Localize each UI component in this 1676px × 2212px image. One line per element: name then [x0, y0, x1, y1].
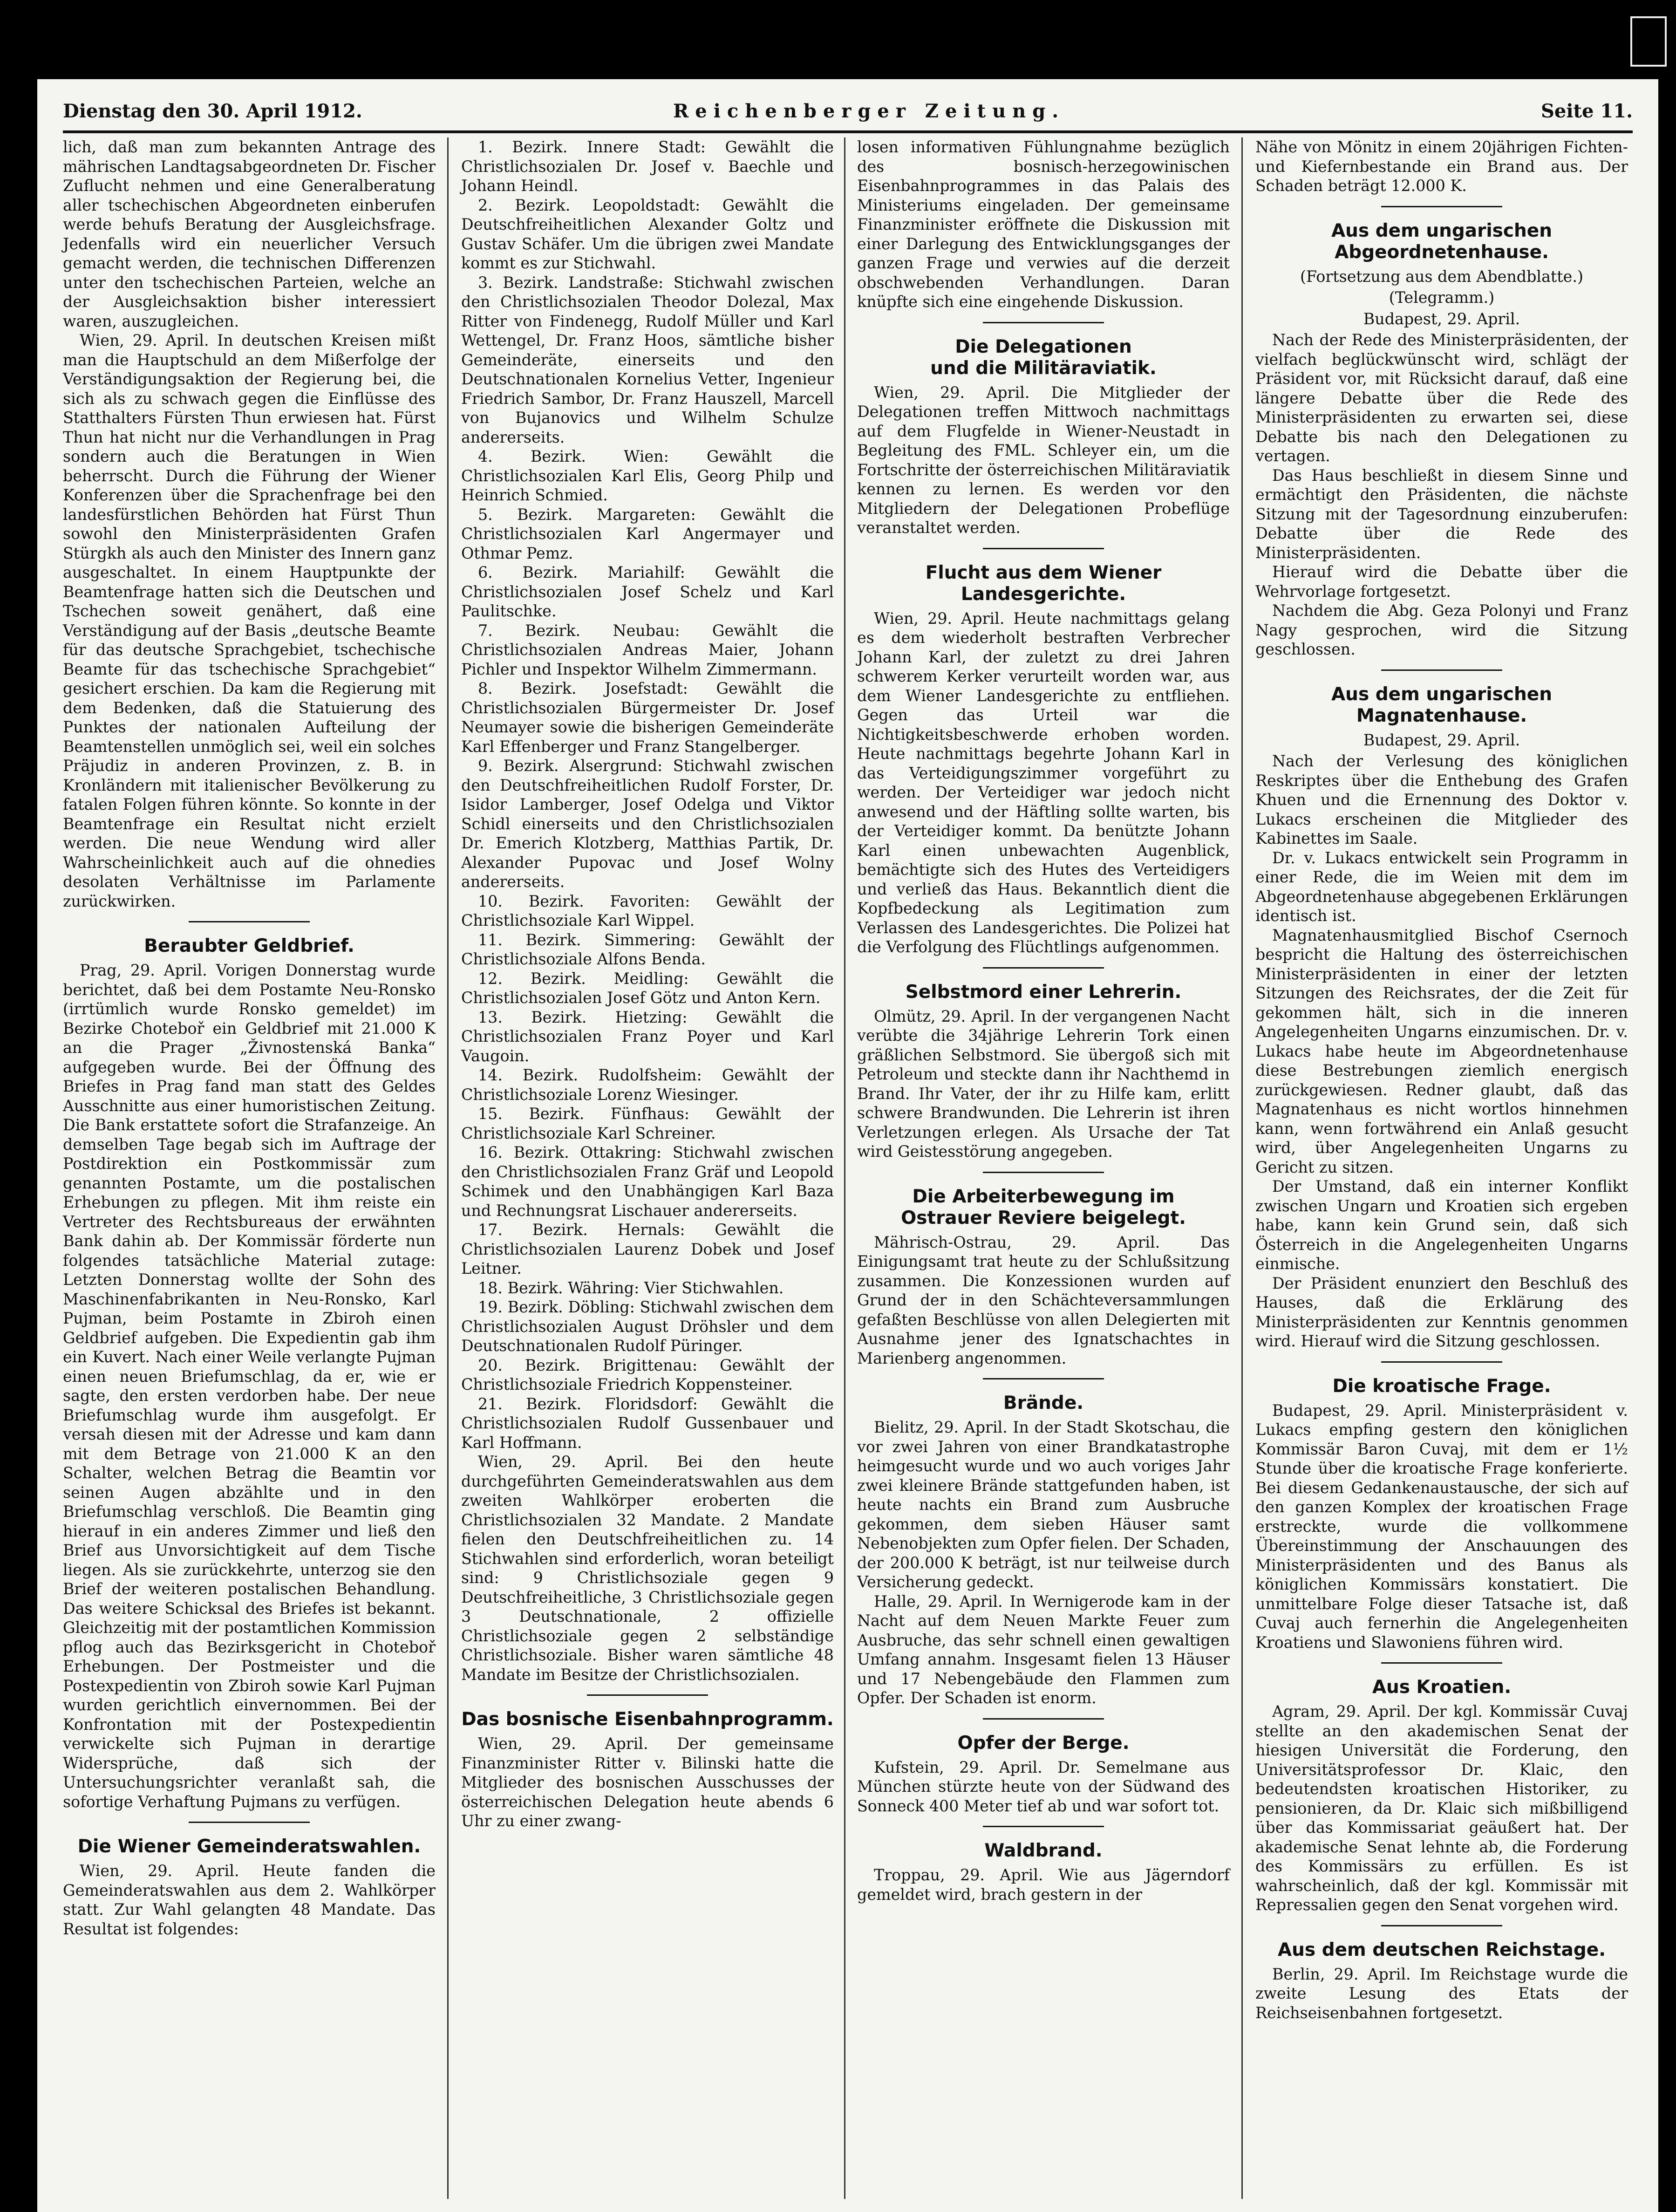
article-text: Wien, 29. April. Die Mitglieder der Delegationen treffen Mittwoch nachmittags auf dem Flugfelde in Wiener-Neustadt in Begleitung des FML. Schleyer ein, um die Fortschritte der österreichischen Militäraviatik kennen zu lernen. Es werden vor den Mitgliedern der Delegationen Probeflüge veranstaltet werden.: [857, 383, 1230, 537]
article-heading: Aus dem ungarischen Abgeordnetenhause.: [1331, 220, 1552, 263]
article-text: Wien, 29. April. Heute fanden die Gemeinderatswahlen aus dem 2. Wahlkörper statt. Zur Wahl gelangten 48 Mandate. Das Resultat ist folgendes:: [63, 1862, 436, 1938]
article-text: Troppau, 29. April. Wie aus Jägerndorf gemeldet wird, brach gestern in der: [857, 1866, 1230, 1904]
district-result: 3. Bezirk. Landstraße: Stichwahl zwischen den Christlichsozialen Theodor Dolezal, Max Ritter von Findenegg, Rudolf Müller und Karl Wettengel, Dr. Franz Hoos, sämtliche bisher Gemeinderäte, einerseits und den Deutschnationalen Kornelius Vetter, Ingenieur Friedrich Sambor, Dr. Franz Hauszell, Marcell von Bujanovics und Wilhelm Schulze andererseits.: [461, 273, 834, 446]
district-result: 1. Bezirk. Innere Stadt: Gewählt die Christlichsozialen Dr. Josef v. Baechle und Johann Heindl.: [461, 138, 834, 195]
district-result: 6. Bezirk. Mariahilf: Gewählt die Christlichsozialen Josef Schelz und Karl Paulitschke.: [461, 563, 834, 620]
district-result: 5. Bezirk. Margareten: Gewählt die Christlichsozialen Karl Angermayer und Othmar Pemz.: [461, 505, 834, 562]
district-result: 12. Bezirk. Meidling: Gewählt die Christlichsozialen Josef Götz und Anton Kern.: [461, 969, 834, 1007]
article-heading: Aus Kroatien.: [1372, 1677, 1512, 1698]
district-result: 18. Bezirk. Währing: Vier Stichwahlen.: [478, 1278, 784, 1297]
header-paper-name: Reichenberger Zeitung.: [673, 100, 1065, 122]
article-text: Kufstein, 29. April. Dr. Semelmane aus München stürzte heute von der Südwand des Sonneck 400 Meter tief ab und war sofort tot.: [857, 1758, 1230, 1815]
article-dateline: Budapest, 29. April.: [1363, 731, 1520, 749]
district-result: 13. Bezirk. Hietzing: Gewählt die Christlichsozialen Franz Poyer und Karl Vaugoin.: [461, 1008, 834, 1065]
article-separator: [983, 322, 1104, 323]
article-separator: [1381, 1925, 1502, 1926]
article-separator: [983, 1826, 1104, 1827]
article-text: Nähe von Mönitz in einem 20jährigen Fichten- und Kiefernbestande ein Brand aus. Der Schaden beträgt 12.000 K.: [1255, 138, 1628, 195]
article-text: Halle, 29. April. In Wernigerode kam in der Nacht auf dem Neuen Markte Feuer zum Ausbruche, das sehr schnell einen gewaltigen Umfang annahm. Insgesamt fielen 13 Häuser und 17 Nebengebäude den Flammen zum Opfer. Der Schaden ist enorm.: [857, 1592, 1230, 1707]
column-4: [1255, 137, 1628, 2022]
article-heading: Das bosnische Eisenbahnprogramm.: [461, 1709, 834, 1730]
article-text: Wien, 29. April. In deutschen Kreisen mißt man die Hauptschuld an dem Mißerfolge der Verständigungsaktion der Regierung bei, die sich als zu schwach gegen die Einflüsse des Statthalters Fürsten Thun erwiesen hat. Fürst Thun hat nicht nur die Verhandlungen in Prag sondern auch die Beratungen in Wien beherrscht. Durch die Führung der Wiener Konferenzen über die Sprachenfrage bei den landesfürstlichen Behörden hat Fürst Thun sowohl den Ministerpräsidenten Grafen Stürgkh als auch den Minister des Innern ganz ausgeschaltet. In einem Hauptpunkte der Beamtenfrage hatten sich die Deutschen und Tschechen soweit genähert, daß eine Verständigung auf der Basis „deutsche Beamte für das deutsche Sprachgebiet, tschechische Beamte für das tschechische Sprachgebiet“ gesichert erschien. Da kam die Regierung mit dem Bedenken, daß die Statuierung des Punktes der nationalen Aufteilung der Beamtenstellen unmöglich sei, weil ein solches Präjudiz in anderen Provinzen, z. B. in Kronländern mit italienischer Bevölkerung zu fatalen Folgen führen könnte. So konnte in der Beamtenfrage ein Resultat nicht erzielt werden. Die neue Wendung wird aller Wahrscheinlichkeit auch auf die ohnedies desolaten Verhältnisse im Parlamente zurückwirken.: [63, 331, 436, 910]
article-heading: Waldbrand.: [984, 1840, 1103, 1861]
article-heading: Die Arbeiterbewegung im: [912, 1186, 1175, 1207]
article-text: Nach der Rede des Ministerpräsidenten, der vielfach beglückwünscht wird, schlägt der Präsident vor, mit Rücksicht darauf, daß eine längere Debatte über die Rede des Ministerpräsidenten zu erwarten sei, diese Debatte bis nach den Delegationen zu vertagen.: [1255, 331, 1628, 465]
article-text: Magnatenhausmitglied Bischof Csernoch bespricht die Haltung des österreichischen Ministerpräsidenten in einer der letzten Sitzungen des Reichsrates, der die Zeit für gekommen hält, sich in die inneren Angelegenheiten Ungarns einzumischen. Dr. v. Lukacs habe heute im Abgeordnetenhause diese Bestrebungen ziemlich energisch zurückgewiesen. Redner glaubt, daß das Magnatenhaus es nicht wortlos hinnehmen kann, wenn fortwährend ein Anlaß gesucht wird, über Angelegenheiten Ungarns zu Gericht zu sitzen.: [1255, 926, 1628, 1176]
district-result: 2. Bezirk. Leopoldstadt: Gewählt die Deutschfreiheitlichen Alexander Goltz und Gustav Schäfer. Um die übrigen zwei Mandate kommt es zur Stichwahl.: [461, 196, 834, 272]
article-heading: Die kroatische Frage.: [1332, 1375, 1551, 1397]
district-result: 9. Bezirk. Alsergrund: Stichwahl zwischen den Deutschfreiheitlichen Rudolf Forster, Dr. Isidor Lamberger, Josef Odelga und Viktor Schidl einerseits und den Christlichsozialen Dr. Emerich Klotzberg, Matthias Partik, Dr. Alexander Pupovac und Josef Wolny andererseits.: [461, 757, 834, 891]
article-text: Der Präsident enunziert den Beschluß des Hauses, daß die Erklärung des Ministerpräsidenten zur Kenntnis genommen wird. Hierauf wird die Sitzung geschlossen.: [1255, 1274, 1628, 1350]
article-heading: und die Militäraviatik.: [930, 357, 1157, 379]
article-separator: [189, 1822, 310, 1823]
article-text: Nach der Verlesung des königlichen Reskriptes über die Enthebung des Grafen Khuen und die Ernennung des Doktor v. Lukacs erscheinen die Mitglieder des Kabinettes im Saale.: [1255, 752, 1628, 847]
article-heading: Opfer der Berge.: [957, 1732, 1130, 1754]
header-page-number: Seite 11.: [1541, 100, 1633, 122]
header-date: Dienstag den 30. April 1912.: [63, 100, 362, 122]
article-heading: Aus dem deutschen Reichstage.: [1277, 1939, 1606, 1960]
article-subheading: (Fortsetzung aus dem Abendblatte.): [1300, 267, 1583, 286]
scan-border: [1658, 0, 1676, 2212]
district-result: 15. Bezirk. Fünfhaus: Gewählt der Christlichsoziale Karl Schreiner.: [461, 1105, 834, 1142]
district-result: 4. Bezirk. Wien: Gewählt die Christlichsozialen Karl Elis, Georg Philp und Heinrich Schmied.: [461, 447, 834, 504]
newspaper-page: [37, 79, 1658, 2212]
article-separator: [1381, 1361, 1502, 1363]
column-2: [461, 137, 834, 1831]
column-divider: [1241, 137, 1243, 2199]
district-result: 7. Bezirk. Neubau: Gewählt die Christlichsozialen Andreas Maier, Johann Pichler und Inspektor Wilhelm Zimmermann.: [461, 621, 834, 678]
district-result: 19. Bezirk. Döbling: Stichwahl zwischen dem Christlichsozialen August Dröhsler und dem Deutschnationalen Rudolf Püringer.: [461, 1298, 834, 1355]
article-separator: [1381, 669, 1502, 671]
district-result: 8. Bezirk. Josefstadt: Gewählt die Christlichsozialen Bürgermeister Dr. Josef Neumayer sowie die bisherigen Gemeinderäte Karl Effenberger und Franz Stangelberger.: [461, 679, 834, 756]
article-separator: [1381, 206, 1502, 207]
column-divider: [844, 137, 845, 2199]
article-separator: [587, 1694, 708, 1696]
article-text: Berlin, 29. April. Im Reichstage wurde die zweite Lesung des Etats der Reichseisenbahnen fortgesetzt.: [1255, 1965, 1628, 2022]
article-heading: Die Wiener Gemeinderatswahlen.: [77, 1836, 421, 1857]
article-heading: Ostrauer Reviere beigelegt.: [901, 1207, 1186, 1229]
column-3: [857, 137, 1230, 1904]
article-heading: Beraubter Geldbrief.: [144, 935, 354, 956]
column-1: [63, 137, 436, 1939]
article-heading: Die Delegationen: [955, 336, 1132, 357]
article-text: Wien, 29. April. Der gemeinsame Finanzminister Ritter v. Bilinski hatte die Mitglieder des bosnischen Ausschusses der österreichischen Delegation heute abends 6 Uhr zu einer zwang-: [461, 1734, 834, 1830]
article-text: Hierauf wird die Debatte über die Wehrvorlage fortgesetzt.: [1255, 563, 1628, 601]
article-text: Agram, 29. April. Der kgl. Kommissär Cuvaj stellte an den akademischen Senat der hiesigen Universität die Forderung, den Universitätsprofessor Dr. Klaic, den bedeutendsten kroatischen Historiker, zu pensionieren, da Dr. Klaic sich mißbilligend über das Kommissariat geäußert hat. Der akademische Senat lehnte ab, die Forderung des Kommissärs zu erfüllen. Es ist wahrscheinlich, daß der kgl. Kommissär mit Repressalien gegen den Senat vorgehen wird.: [1255, 1702, 1628, 1914]
article-heading: Flucht aus dem Wiener Landesgerichte.: [925, 562, 1162, 605]
article-dateline: Budapest, 29. April.: [1363, 309, 1520, 328]
district-result: 21. Bezirk. Floridsdorf: Gewählt die Christlichsozialen Rudolf Gussenbauer und Karl Hoffmann.: [461, 1394, 834, 1452]
article-separator: [983, 1718, 1104, 1720]
article-text: losen informativen Fühlungnahme bezüglich des bosnisch-herzegowinischen Eisenbahnprogrammes in das Palais des Ministeriums eingeladen. Der gemeinsame Finanzminister eröffnete die Diskussion mit einer Darlegung des Entwicklungsganges der ganzen Frage und verwies auf die derzeit obschwebenden Verhandlungen. Daran knüpfte sich eine eingehende Diskussion.: [857, 138, 1230, 311]
article-separator: [189, 921, 310, 922]
article-text: Mährisch-Ostrau, 29. April. Das Einigungsamt trat heute zu der Schlußsitzung zusammen. Die Konzessionen wurden auf Grund der in den Schächteversammlungen gefaßten Beschlüsse von allen Delegierten mit Ausnahme jener des Ignatschachtes in Marienberg angenommen.: [857, 1233, 1230, 1367]
article-separator: [983, 548, 1104, 549]
district-result: 16. Bezirk. Ottakring: Stichwahl zwischen den Christlichsozialen Franz Gräf und Leopold Schimek und den Unabhängigen Karl Baza und Rechnungsrat Lischauer andererseits.: [461, 1143, 834, 1220]
article-text: Bielitz, 29. April. In der Stadt Skotschau, die vor zwei Jahren von einer Brandkatastrophe heimgesucht wurde und wo auch voriges Jahr zwei kleinere Brände stattgefunden haben, ist heute nachts ein Brand zum Ausbruche gekommen, dem sieben Häuser samt Nebenobjekten zum Opfer fielen. Der Schaden, der 200.000 K beträgt, ist nur teilweise durch Versicherung gedeckt.: [857, 1418, 1230, 1591]
article-text: Das Haus beschließt in diesem Sinne und ermächtigt den Präsidenten, die nächste Sitzung mit der Tagesordnung einzuberufen: Debatte über die Rede des Ministerpräsidenten.: [1255, 466, 1628, 562]
article-heading: Brände.: [1003, 1393, 1084, 1413]
district-result: 11. Bezirk. Simmering: Gewählt der Christlichsoziale Alfons Benda.: [461, 930, 834, 968]
article-heading: Selbstmord einer Lehrerin.: [905, 981, 1182, 1003]
article-heading: Aus dem ungarischen Magnatenhause.: [1331, 683, 1552, 726]
scan-corner-mark: [1630, 16, 1667, 67]
article-text: Budapest, 29. April. Ministerpräsident v. Lukacs empfing gestern den königlichen Kommissär Baron Cuvaj, mit dem er 1½ Stunde über die kroatische Frage konferierte. Bei diesem Gedankenaustausche, der sich auf den ganzen Komplex der kroatischen Frage erstreckte, wurde die vollkommene Übereinstimmung der Anschauungen des Ministerpräsidenten und des Banus als königlichen Kommissärs konstatiert. Die unmittelbare Folge dieser Tatsache ist, daß Cuvaj auch fernerhin die Angelegenheiten Kroatiens und Slawoniens führen wird.: [1255, 1401, 1628, 1652]
article-separator: [983, 1172, 1104, 1173]
article-text: Der Umstand, daß ein interner Konflikt zwischen Ungarn und Kroatien sich ergeben habe, kann kein Grund sein, daß sich Österreich in die Angelegenheiten Ungarns einmische.: [1255, 1177, 1628, 1273]
page-header: [63, 100, 1633, 128]
district-result: 20. Bezirk. Brigittenau: Gewählt der Christlichsoziale Friedrich Koppensteiner.: [461, 1356, 834, 1393]
district-result: 17. Bezirk. Hernals: Gewählt die Christlichsozialen Laurenz Dobek und Josef Leitner.: [461, 1221, 834, 1277]
article-text: lich, daß man zum bekannten Antrage des mährischen Landtagsabgeordneten Dr. Fischer Zuflucht nehmen und eine Generalberatung aller tschechischen Abgeordneten einberufen werde behufs Beratung der Ausgleichsfrage. Jedenfalls wird ein neuerlicher Versuch gemacht werden, die technischen Differenzen unter den tschechischen Parteien, welche an der Ausgleichsaktion bisher interessiert waren, auszugleichen.: [63, 138, 436, 330]
article-text: Wien, 29. April. Heute nachmittags gelang es dem wiederholt bestraften Verbrecher Johann Karl, der zuletzt zu drei Jahren schwerem Kerker verurteilt worden war, aus dem Wiener Landesgerichte zu entfliehen. Gegen das Urteil war die Nichtigkeitsbeschwerde erhoben worden. Heute nachmittags begehrte Johann Karl in das Verteidigungszimmer vorgeführt zu werden. Der Verteidiger war jedoch nicht anwesend und der Häftling sollte warten, bis der Verteidiger kommt. Da benützte Johann Karl einen unbewachten Augenblick, bemächtigte sich des Hutes des Verteidigers und verließ das Haus. Bekanntlich dient die Kopfbedeckung als Legitimation zum Verlassen des Landesgerichtes. Die Polizei hat die Verfolgung des Flüchtlings aufgenommen.: [857, 609, 1230, 956]
article-text: Nachdem die Abg. Geza Polonyi und Franz Nagy gesprochen, wird die Sitzung geschlossen.: [1255, 601, 1628, 658]
article-text: Wien, 29. April. Bei den heute durchgeführten Gemeinderatswahlen aus dem zweiten Wahlkörper eroberten die Christlichsozialen 32 Mandate. 2 Mandate fielen den Deutschfreiheitlichen zu. 14 Stichwahlen sind erforderlich, woran beteiligt sind: 9 Christlichsoziale gegen 9 Deutschfreiheitliche, 3 Christlichsoziale gegen 3 Deutschnationale, 2 offizielle Christlichsoziale gegen 2 selbständige Christlichsoziale. Bisher waren sämtliche 48 Mandate im Besitze der Christlichsozialen.: [461, 1453, 834, 1684]
article-text: Olmütz, 29. April. In der vergangenen Nacht verübte die 34jährige Lehrerin Tork einen gräßlichen Selbstmord. Sie übergoß sich mit Petroleum und steckte dann ihr Nachthemd in Brand. Ihr Vater, der ihr zu Hilfe kam, erlitt schwere Brandwunden. Die Lehrerin ist ihren Verletzungen erlegen. Als Ursache der Tat wird Geistesstörung angegeben.: [857, 1007, 1230, 1161]
column-divider: [447, 137, 449, 2199]
header-rule: [63, 130, 1633, 133]
article-separator: [983, 1378, 1104, 1379]
article-separator: [1381, 1662, 1502, 1664]
district-result: 14. Bezirk. Rudolfsheim: Gewählt der Christlichsoziale Lorenz Wiesinger.: [461, 1066, 834, 1104]
article-text: Dr. v. Lukacs entwickelt sein Programm in einer Rede, die im Weien mit dem im Abgeordnetenhause abgegebenen Erklärungen identisch ist.: [1255, 848, 1628, 925]
district-result: 10. Bezirk. Favoriten: Gewählt der Christlichsoziale Karl Wippel.: [461, 892, 834, 929]
article-separator: [983, 967, 1104, 969]
article-subheading: (Telegramm.): [1389, 288, 1495, 307]
article-text: Prag, 29. April. Vorigen Donnerstag wurde berichtet, daß bei dem Postamte Neu-Ronsko (irrtümlich wurde Ronsko gemeldet) im Bezirke Choteboř ein Geldbrief mit 21.000 K an die Prager „Živnostenská Banka“ aufgegeben wurde. Bei der Öffnung des Briefes in Prag fand man statt des Geldes Ausschnitte aus einer humoristischen Zeitung. Die Bank erstattete sofort die Strafanzeige. An demselben Tage begab sich im Auftrage der Postdirektion ein Postkommissär zum genannten Postamte, um die postalischen Erhebungen zu pflegen. Mit ihm reiste ein Vertreter des Rechtsbureaus der erwähnten Bank dahin ab. Der Kommissär förderte nun folgendes tatsächliche Material zutage: Letzten Donnerstag wollte der Sohn des Maschinenfabrikanten in Neu-Ronsko, Karl Pujman, beim Postamte in Zbiroh einen Geldbrief aufgeben. Die Expedientin gab ihm ein Kuvert. Nach einer Weile verlangte Pujman einen neuen Briefumschlag, da er, wie er sagte, den ersten verdorben habe. Der neue Briefumschlag wurde ihm ausgefolgt. Er versah diesen mit der Adresse und kam dann mit dem Betrage von 21.000 K an den Schalter, welchen Betrag die Beamtin vor seinen Augen abzählte und in den Briefumschlag verschloß. Die Beamtin ging hierauf in ein anderes Zimmer und ließ den Brief aus Unvorsichtigkeit auf dem Tische liegen. Als sie zurückkehrte, unterzog sie den Brief der weiteren postalischen Behandlung. Das weitere Schicksal des Briefes ist bekannt. Gleichzeitig mit der postamtlichen Kommission pflog auch das Bezirksgericht in Choteboř Erhebungen. Der Postmeister und die Postexpedientin von Zbiroh sowie Karl Pujman wurden gerichtlich einvernommen. Bei der Konfrontation mit der Postexpedientin verwickelte sich Pujman in derartige Widersprüche, daß sich der Untersuchungsrichter veranlaßt sah, die sofortige Verhaftung Pujmans zu verfügen.: [63, 961, 436, 1811]
